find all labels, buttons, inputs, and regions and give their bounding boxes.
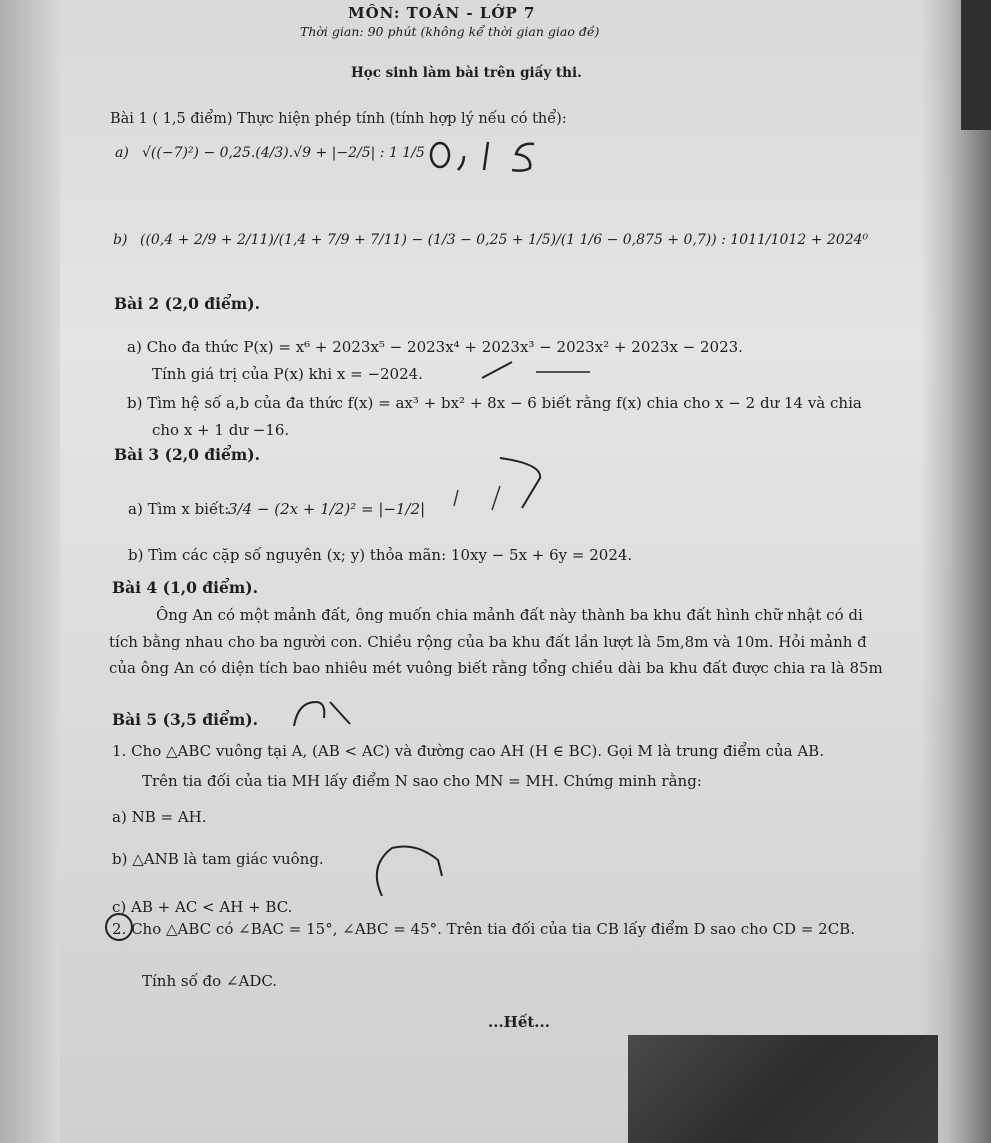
bai5-item-b: b) △ANB là tam giác vuông. [112,850,324,868]
paper-shadow-right [921,0,991,1143]
end-marker: ...Hết... [488,1013,550,1031]
handwritten-scribble [290,696,370,732]
bai1-title: Bài 1 ( 1,5 điểm) Thực hiện phép tính (tính hợp lý nếu có thể): [110,111,567,127]
bai2-title: Bài 2 (2,0 điểm). [114,294,261,313]
bai3-title: Bài 3 (2,0 điểm). [114,445,261,464]
bai3-a-label: a) Tìm x biết: [128,500,230,518]
background-corner [961,0,991,130]
bai2-a-text: a) Cho đa thức P(x) = x⁶ + 2023x⁵ − 2023x⁴ + 2023x³ − 2023x² + 2023x − 2023. [127,338,743,356]
handwritten-sketch [440,450,580,520]
bai5-p2-line1: 2. Cho △ABC có ∠BAC = 15°, ∠ABC = 45°. Trên tia đối của tia CB lấy điểm D sao cho CD = 2CB. [112,920,855,938]
bai5-p1-line2: Trên tia đối của tia MH lấy điểm N sao cho MN = MH. Chứng minh rằng: [142,772,702,790]
bai1-a-label: a) [115,145,129,161]
subject-header: MÔN: TOÁN - LỚP 7 [348,4,536,22]
bai1-a-expression: √((−7)²) − 0,25.(4/3).√9 + |−2/5| : 1 1/5 [142,145,425,161]
bai4-line1: Ông An có một mảnh đất, ông muốn chia mảnh đất này thành ba khu đất hình chữ nhật có di [156,606,863,624]
bai4-line3: của ông An có diện tích bao nhiêu mét vuông biết rằng tổng chiều dài ba khu đất được chia ra là 85m [109,659,883,677]
bai5-p2-line2: Tính số đo ∠ADC. [142,972,278,990]
bai4-title: Bài 4 (1,0 điểm). [112,578,259,597]
handwritten-answer-a [422,138,572,174]
bai5-p1-line1: 1. Cho △ABC vuông tại A, (AB < AC) và đường cao AH (H ∈ BC). Gọi M là trung điểm của AB. [112,742,824,760]
bai3-b-text: b) Tìm các cặp số nguyên (x; y) thỏa mãn: 10xy − 5x + 6y = 2024. [128,546,633,564]
bai5-item-a: a) NB = AH. [112,808,207,826]
bai2-b-text2: cho x + 1 dư −16. [152,421,290,439]
bai2-a-text2: Tính giá trị của P(x) khi x = −2024. [152,365,423,383]
bai5-title: Bài 5 (3,5 điểm). [112,710,259,729]
instruction-note: Học sinh làm bài trên giấy thi. [351,65,582,81]
handwritten-curve [362,840,452,900]
bai3-a-expression: 3/4 − (2x + 1/2)² = |−1/2| [228,500,426,518]
time-note: Thời gian: 90 phút (không kể thời gian giao đề) [300,24,600,39]
bai1-b-label: b) [113,232,128,248]
paper-shadow-left [0,0,60,1143]
bai2-b-text: b) Tìm hệ số a,b của đa thức f(x) = ax³ + bx² + 8x − 6 biết rằng f(x) chia cho x − 2 dư 14 và chia [127,394,862,412]
bai5-item-c: c) AB + AC < AH + BC. [112,898,293,916]
handwritten-mark [478,358,598,382]
bai4-line2: tích bằng nhau cho ba người con. Chiều rộng của ba khu đất lần lượt là 5m,8m và 10m. Hỏi mảnh đ [109,633,867,651]
bai1-b-expression: ((0,4 + 2/9 + 2/11)/(1,4 + 7/9 + 7/11) − (1/3 − 0,25 + 1/5)/(1 1/6 − 0,875 + 0,7)) : 1011/1012 + 2024⁰ [140,232,869,248]
background-dark-patch [628,1035,938,1143]
